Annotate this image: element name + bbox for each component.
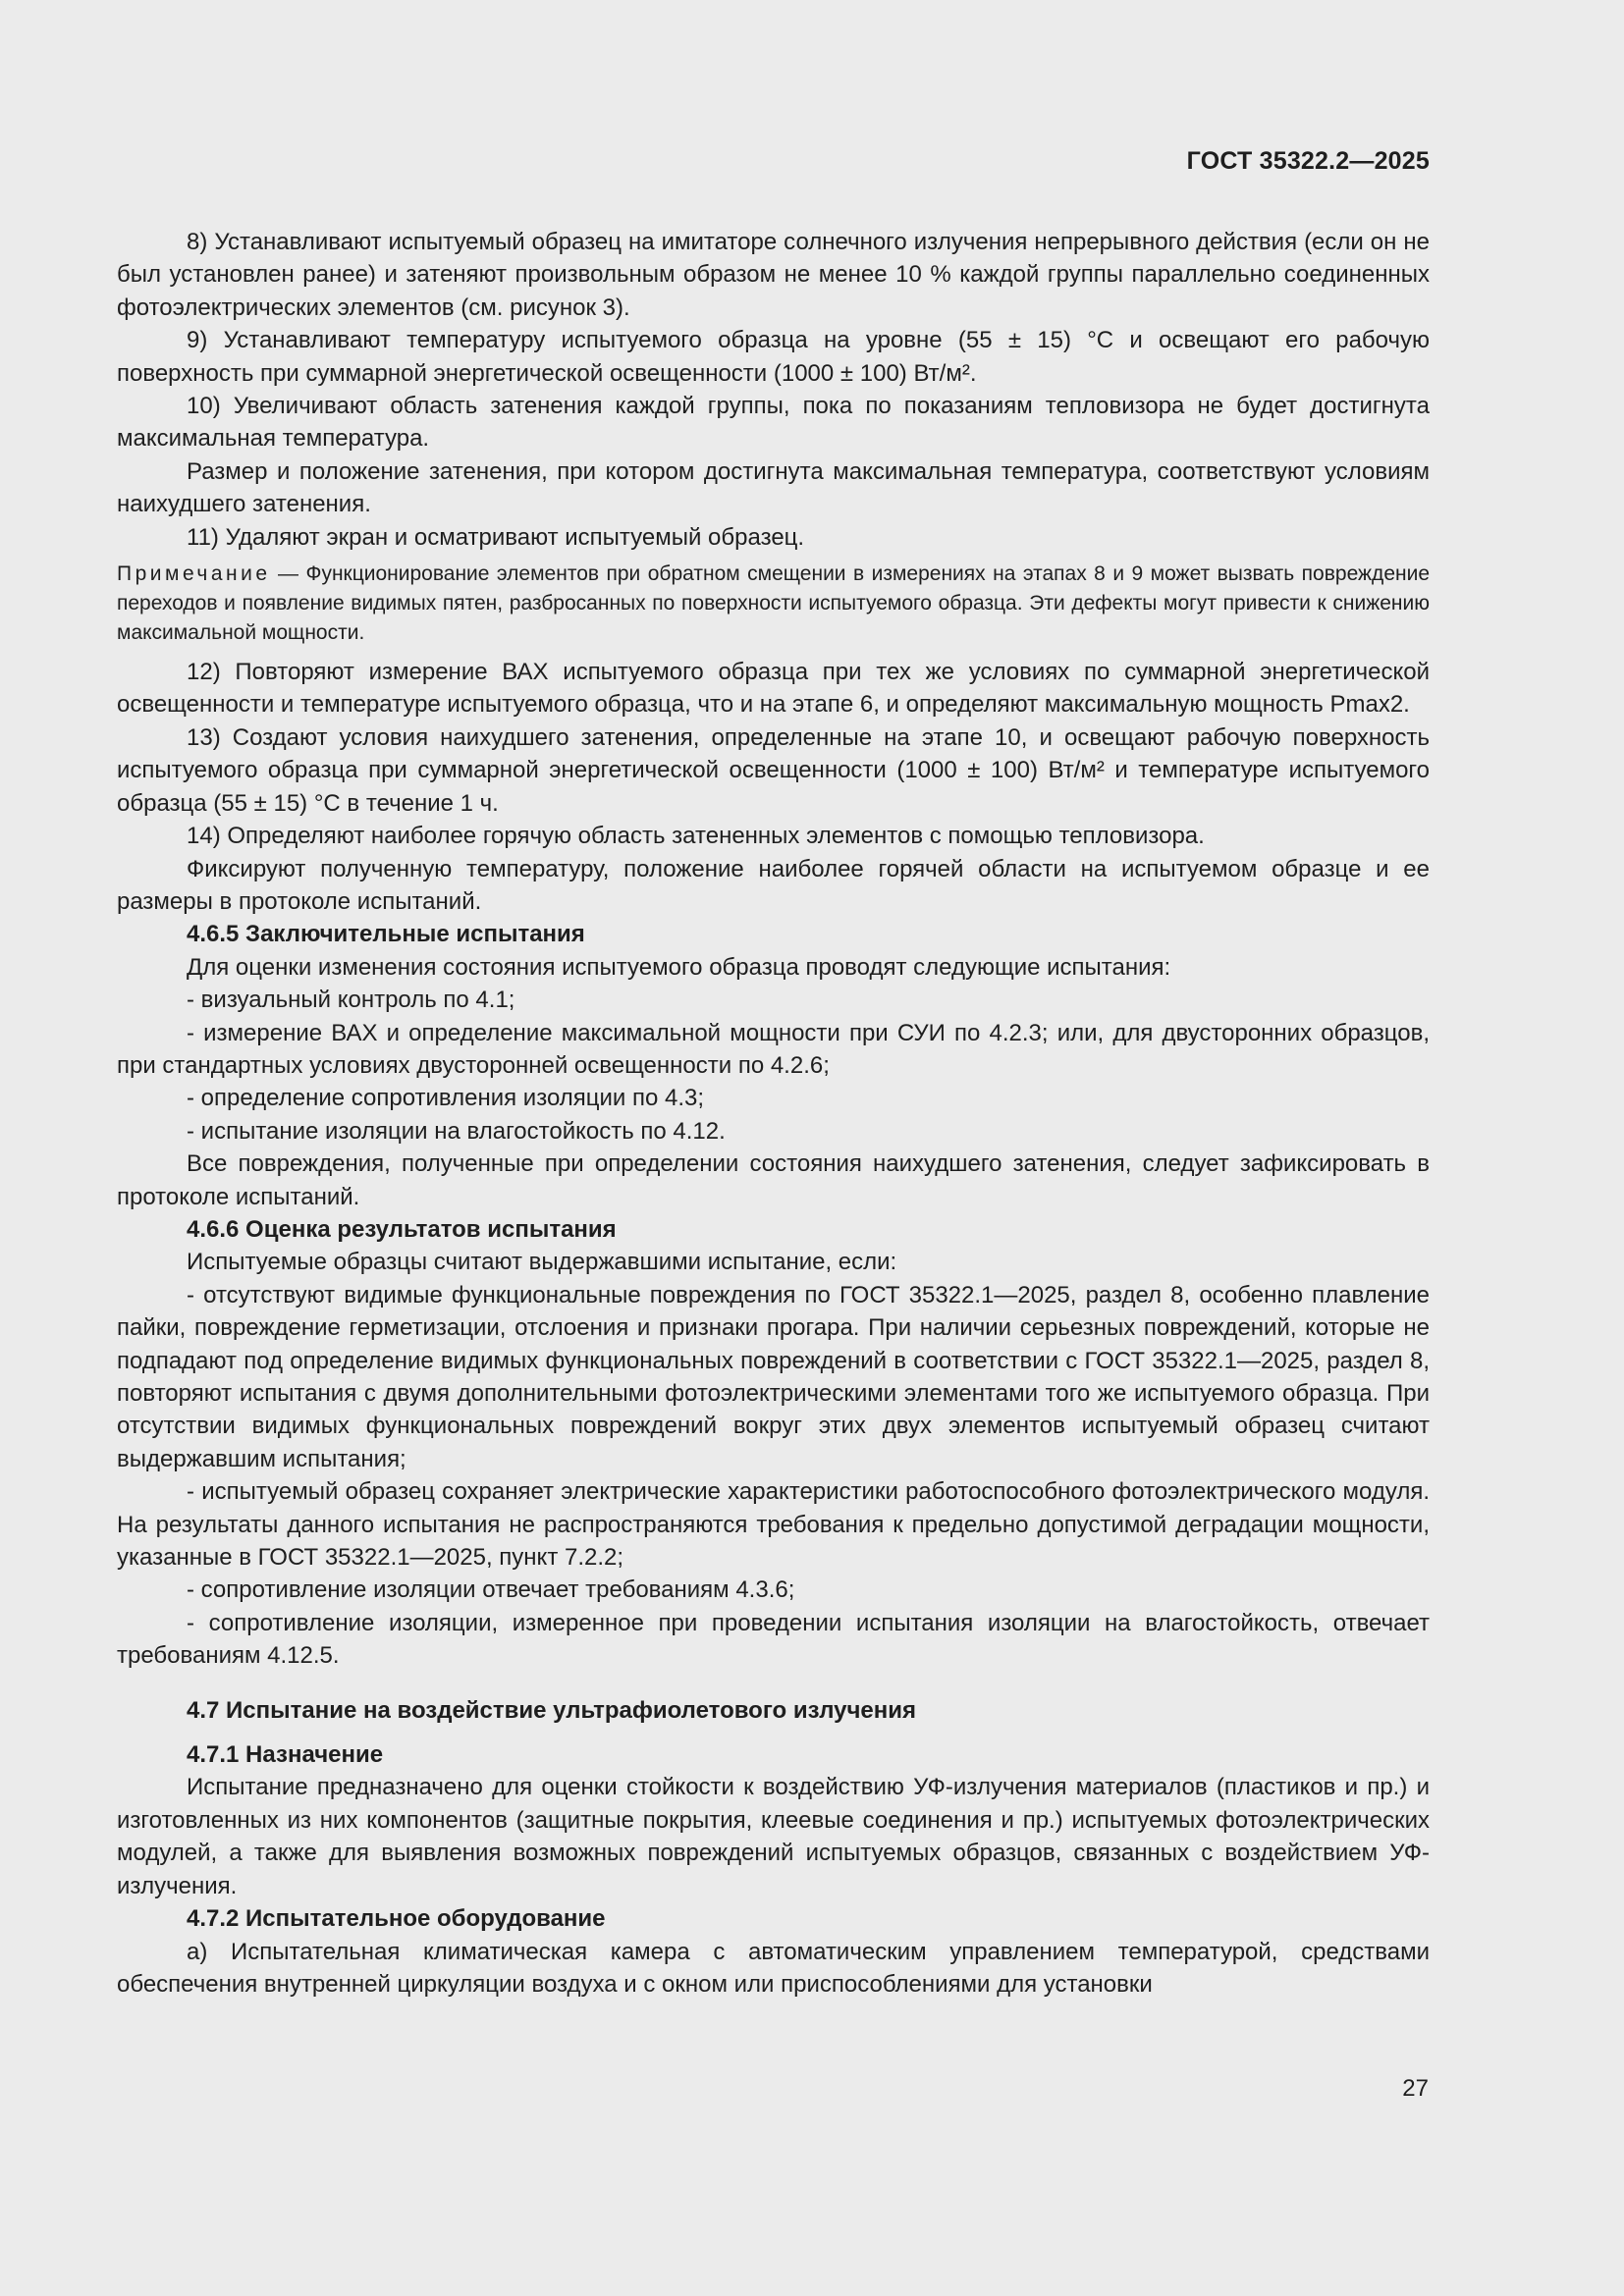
note-label: Примечание — [117, 562, 271, 586]
paragraph-record-temperature: Фиксируют полученную температуру, положение наиболее горячей области на испытуемом образце и ее размеры в протоколе испытаний. — [117, 855, 1430, 915]
page-content — [117, 226, 1430, 2001]
page-header-doc-number: ГОСТ 35322.2—2025 — [1186, 147, 1430, 175]
section-gap — [117, 1727, 1430, 1738]
list-item-no-visible-damage: - отсутствуют видимые функциональные повреждения по ГОСТ 35322.1—2025, раздел 8, особенно плавление пайки, повреждение герметизации, отслоения и признаки прогара. При наличии серьезных повреждений, которые не подпадают под определение видимых функциональных повреждений в соответствии с ГОСТ 35322.1—2025, раздел 8, повторяют испытания с двумя дополнительными фотоэлектрическими элементами того же испытуемого образца. При отсутствии видимых функциональных повреждений вокруг этих двух элементов испытуемый образец считают выдержавшим испытания; — [117, 1281, 1430, 1472]
section-gap — [117, 1673, 1430, 1694]
list-item-insulation-resistance: - определение сопротивления изоляции по 4.3; — [187, 1085, 705, 1112]
list-item-iv-measurement: - измерение ВАХ и определение максимальной мощности при СУИ по 4.2.3; или, для двусторонних образцов, при стандартных условиях двусторонней освещенности по 4.2.6; — [117, 1019, 1430, 1079]
heading-4-7-2: 4.7.2 Испытательное оборудование — [187, 1905, 606, 1933]
list-item-insulation-requirements: - сопротивление изоляции отвечает требованиям 4.3.6; — [187, 1576, 795, 1604]
list-item-wet-leakage: - испытание изоляции на влагостойкость по 4.12. — [187, 1117, 726, 1145]
heading-4-7-1: 4.7.1 Назначение — [187, 1741, 384, 1769]
paragraph-step-12: 12) Повторяют измерение ВАХ испытуемого образца при тех же условиях по суммарной энергетической освещенности и температуре испытуемого образца, что и на этапе 6, и определяют максимальную мощность Pmax2. — [117, 659, 1430, 719]
heading-4-6-6: 4.6.6 Оценка результатов испытания — [187, 1215, 617, 1243]
page-number: 27 — [1402, 2075, 1429, 2102]
paragraph-climate-chamber: а) Испытательная климатическая камера с автоматическим управлением температурой, средствами обеспечения внутренней циркуляции воздуха и с окном или приспособлениями для установки — [117, 1938, 1430, 1998]
paragraph-step-8: 8) Устанавливают испытуемый образец на имитаторе солнечного излучения непрерывного действия (если он не был установлен ранее) и затеняют произвольным образом не менее 10 % каждой группы параллельно соединенных фотоэлектрических элементов (см. рисунок 3). — [117, 229, 1430, 321]
paragraph-step-11: 11) Удаляют экран и осматривают испытуемый образец. — [187, 523, 805, 551]
list-item-electrical-characteristics: - испытуемый образец сохраняет электрические характеристики работоспособного фотоэлектрического модуля. На результаты данного испытания не распространяются требования к предельно допустимой деградации мощности, указанные в ГОСТ 35322.1—2025, пункт 7.2.2; — [117, 1478, 1430, 1572]
list-item-wet-insulation-requirements: - сопротивление изоляции, измеренное при проведении испытания изоляции на влагостойкость, отвечает требованиям 4.12.5. — [117, 1609, 1430, 1670]
paragraph-shading-size: Размер и положение затенения, при котором достигнута максимальная температура, соответствуют условиям наихудшего затенения. — [117, 457, 1430, 518]
paragraph-uv-purpose: Испытание предназначено для оценки стойкости к воздействию УФ-излучения материалов (пластиков и пр.) и изготовленных из них компонентов (защитные покрытия, клеевые соединения и пр.) испытуемых фотоэлектрических модулей, а также для выявления возможных повреждений испытуемых образцов, связанных с воздействием УФ-излучения. — [117, 1774, 1430, 1899]
paragraph-step-9: 9) Устанавливают температуру испытуемого образца на уровне (55 ± 15) °C и освещают его рабочую поверхность при суммарной энергетической освещенности (1000 ± 100) Вт/м². — [117, 327, 1430, 387]
heading-4-6-5: 4.6.5 Заключительные испытания — [187, 921, 585, 948]
paragraph-pass-criteria-intro: Испытуемые образцы считают выдержавшими испытание, если: — [187, 1249, 897, 1276]
paragraph-record-damage: Все повреждения, полученные при определении состояния наихудшего затенения, следует зафиксировать в протоколе испытаний. — [117, 1150, 1430, 1210]
paragraph-step-13: 13) Создают условия наихудшего затенения, определенные на этапе 10, и освещают рабочую поверхность испытуемого образца при суммарной энергетической освещенности (1000 ± 100) Вт/м² и температуре испытуемого образца (55 ± 15) °C в течение 1 ч. — [117, 723, 1430, 817]
paragraph-step-14: 14) Определяют наиболее горячую область затененных элементов с помощью тепловизора. — [187, 823, 1205, 850]
heading-4-7: 4.7 Испытание на воздействие ультрафиолетового излучения — [187, 1696, 917, 1724]
note-paragraph — [117, 560, 1430, 648]
note-text: — Функционирование элементов при обратном смещении в измерениях на этапах 8 и 9 может вызвать повреждение переходов и появление видимых пятен, разбросанных по поверхности испытуемого образца. Эти дефекты могут привести к снижению максимальной мощности. — [117, 562, 1430, 645]
paragraph-final-tests-intro: Для оценки изменения состояния испытуемого образца проводят следующие испытания: — [187, 953, 1171, 981]
list-item-visual-inspection: - визуальный контроль по 4.1; — [187, 987, 515, 1014]
paragraph-step-10: 10) Увеличивают область затенения каждой группы, пока по показаниям тепловизора не будет достигнута максимальная температура. — [117, 393, 1430, 453]
